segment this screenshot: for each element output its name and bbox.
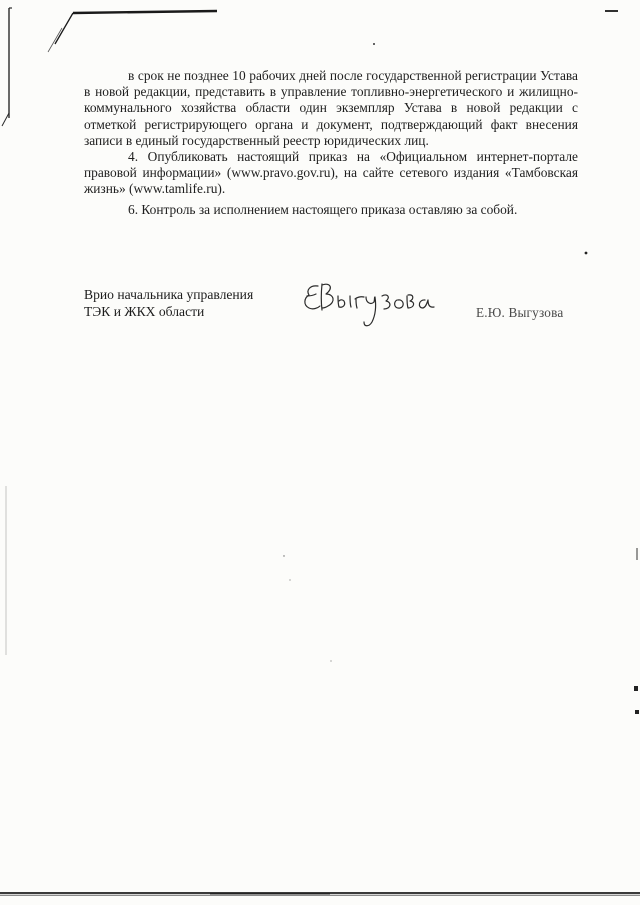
scan-speck [330,660,331,661]
scan-top-edge-line [73,11,217,13]
signer-name: Е.Ю. Выгузова [476,305,564,320]
scan-right-edge-blot [634,686,638,691]
scan-bottom-edge-dark [210,893,330,895]
signer-title-line1: Врио начальника управления [84,287,254,302]
paragraph-item-4-publication: 4. Опубликовать настоящий приказ на «Официальном интернет-портале правовой информации» (www.pravo.gov.ru), на сайте сетевого издания «Тамбовская жизнь» (www.tamlife.ru). [84,149,578,197]
document-body [84,68,578,218]
scan-speck [283,555,284,556]
signer-title [84,286,253,320]
handwritten-signature [294,272,454,336]
paragraph-charter-submission: в срок не позднее 10 рабочих дней после государственной регистрации Устава в новой редакции, представить в управление топливно-энергетического и жилищно-коммунального хозяйства области один экземпляр Устава в новой редакции с отметкой регистрирующего органа и документ, подтверждающий факт внесения записи в единый государственный реестр юридических лиц. [84,68,578,148]
signer-title-line2: ТЭК и ЖКХ области [84,304,205,319]
scan-faint-diagonal [48,28,62,52]
scan-bottom-edge-shadow [0,895,640,896]
scan-speck [289,579,290,580]
scan-speck [373,43,375,45]
signature-block [84,286,578,346]
scan-top-edge-diagonal [55,13,73,44]
scan-slant-mark [2,113,9,126]
paragraph-item-6-control: 6. Контроль за исполнением настоящего приказа оставляю за собой. [128,201,518,217]
scan-speck [585,252,588,255]
scan-right-edge-blot [635,710,639,714]
